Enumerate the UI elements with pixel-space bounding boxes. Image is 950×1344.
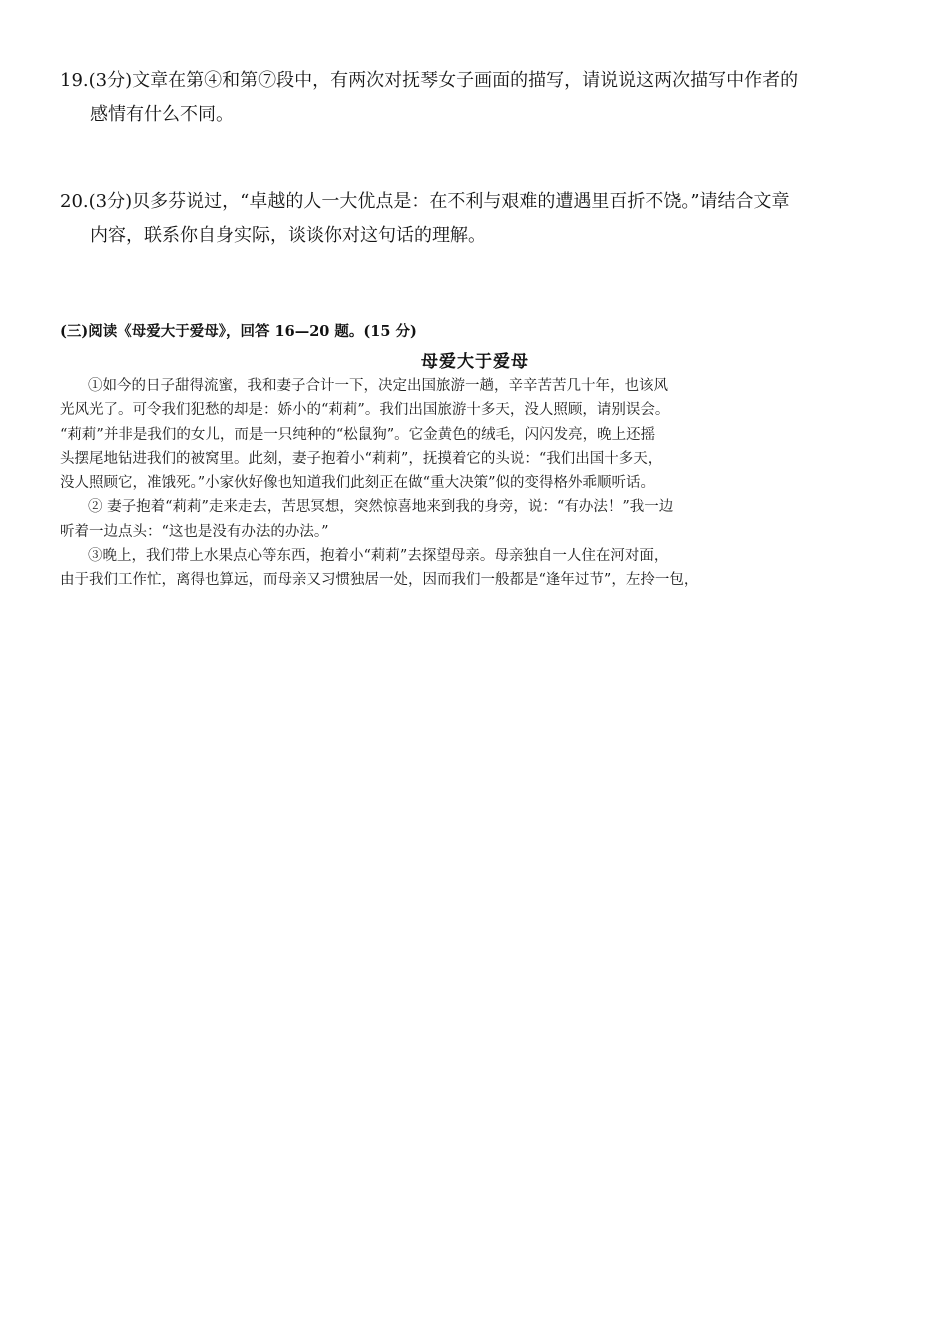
article-line: 光风光了。可令我们犯愁的却是：娇小的“莉莉”。我们出国旅游十多天，没人照顾，请别误会。	[60, 402, 670, 419]
question-20-line-2: 内容，联系你自身实际，谈谈你对这句话的理解。	[90, 225, 486, 246]
article-title: 母爱大于爱母	[421, 352, 529, 372]
article-line: 由于我们工作忙，离得也算远，而母亲又习惯独居一处，因而我们一般都是“逢年过节”，左拎一包，	[60, 572, 699, 589]
article-line: ③晚上，我们带上水果点心等东西，抱着小“莉莉”去探望母亲。母亲独自一人住在河对面，	[88, 548, 669, 565]
article-line: 听着一边点头：“这也是没有办法的办法。”	[60, 523, 329, 540]
article-line: ② 妻子抱着“莉莉”走来走去，苦思冥想，突然惊喜地来到我的身旁，说：“有办法！”我一边	[88, 499, 674, 516]
question-19-line-1: 19.(3分)文章在第④和第⑦段中，有两次对抚琴女子画面的描写，请说说这两次描写中作者的	[60, 70, 799, 91]
question-20	[60, 185, 900, 253]
article-line: ①如今的日子甜得流蜜，我和妻子合计一下，决定出国旅游一趟，辛辛苦苦几十年，也该风	[88, 378, 668, 394]
article-line: 没人照顾它，准饿死。”小家伙好像也知道我们此刻正在做“重大决策”似的变得格外乖顺听话。	[60, 475, 655, 492]
reading-section-heading: (三)阅读《母爱大于爱母》，回答 16—20 题。(15 分)	[60, 323, 417, 340]
question-20-line-1: 20.(3分)贝多芬说过，“卓越的人一大优点是：在不利与艰难的遭遇里百折不饶。”请结合文章	[60, 191, 790, 212]
article-line: “莉莉”并非是我们的女儿，而是一只纯种的“松鼠狗”。它金黄色的绒毛，闪闪发亮，晚上还摇	[60, 426, 656, 443]
question-19-line-2: 感情有什么不同。	[90, 104, 234, 125]
question-19	[60, 64, 900, 132]
article-line: 头摆尾地钻进我们的被窝里。此刻，妻子抱着小“莉莉”，抚摸着它的头说：“我们出国十多天，	[60, 450, 663, 467]
article-body	[60, 374, 895, 593]
